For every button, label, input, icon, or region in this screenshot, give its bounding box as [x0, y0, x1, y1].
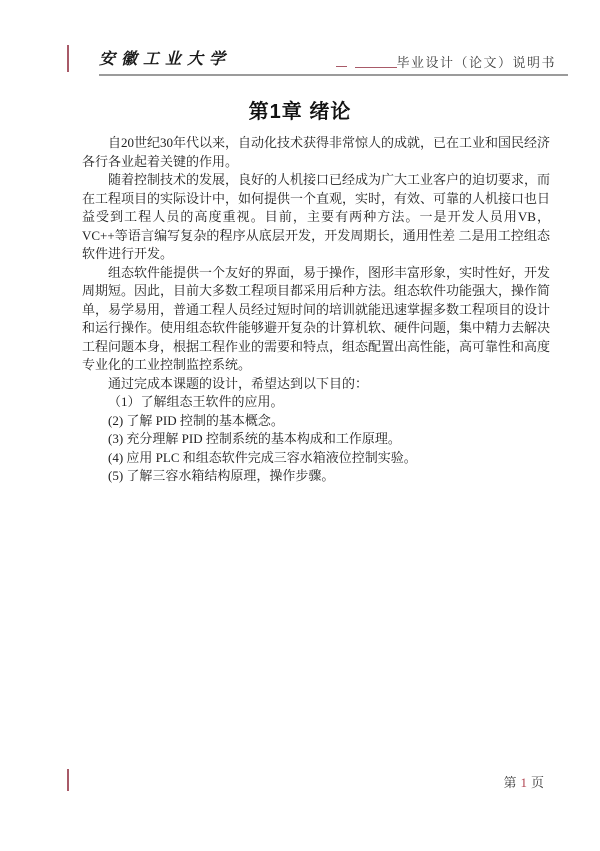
page-number-prefix: 第	[503, 775, 519, 790]
goal-item-3: (3) 充分理解 PID 控制系统的基本构成和工作原理。	[108, 431, 401, 446]
margin-mark-top	[67, 45, 69, 72]
chapter-title: 第1章 绪论	[248, 101, 352, 123]
goal-item-5: (5) 了解三容水箱结构原理，操作步骤。	[108, 468, 335, 483]
paragraph-background: 随着控制技术的发展，良好的人机接口已经成为广大工业客户的迫切要求，而在工程项目的实际设计中，如何提供一个直观，实时，有效、可靠的人机接口也日益受到工程人员的高度重视。目前，主要有两种方法。一是开发人员用VB，VC++等语言编写复杂的程序从底层开发，开发周期长，通用性差 二是用工控组态软件进行开发。	[82, 172, 551, 261]
university-logo: 安徽工业大学	[99, 49, 232, 68]
page-number-value: 1	[520, 775, 529, 790]
red-dash-long	[355, 67, 397, 68]
paragraph-scada-software: 组态软件能提供一个友好的界面，易于操作，图形丰富形象，实时性好，开发周期短。因此，目前大多数工程项目都采用后种方法。组态软件功能强大，操作简单，易学易用，普通工程人员经过短时间的培训就能迅速掌握多数工程项目的设计和运行操作。使用组态软件能够避开复杂的计算机软、硬件问题，集中精力去解决工程问题本身，根据工程作业的需要和特点，组态配置出高性能，高可靠性和高度专业化的工业控制监控系统。	[82, 264, 551, 372]
page-number-suffix: 页	[530, 775, 546, 790]
red-dash-short	[336, 66, 347, 67]
body-text	[82, 134, 550, 486]
margin-mark-bottom	[67, 769, 69, 791]
paragraph-goals-intro: 通过完成本课题的设计，希望达到以下目的：	[108, 375, 369, 391]
goal-item-4: (4) 应用 PLC 和组态软件完成三容水箱液位控制实验。	[108, 449, 417, 465]
paragraph-intro: 自20世纪30年代以来，自动化技术获得非常惊人的成就，已在工业和国民经济各行各业起着关键的作用。	[82, 135, 551, 169]
goal-item-2: (2) 了解 PID 控制的基本概念。	[108, 412, 284, 428]
header-rule	[99, 74, 568, 76]
doc-type-label: 毕业设计（论文）说明书	[396, 55, 556, 70]
page-number	[503, 772, 546, 791]
goal-item-1: （1）了解组态王软件的应用。	[108, 394, 284, 409]
